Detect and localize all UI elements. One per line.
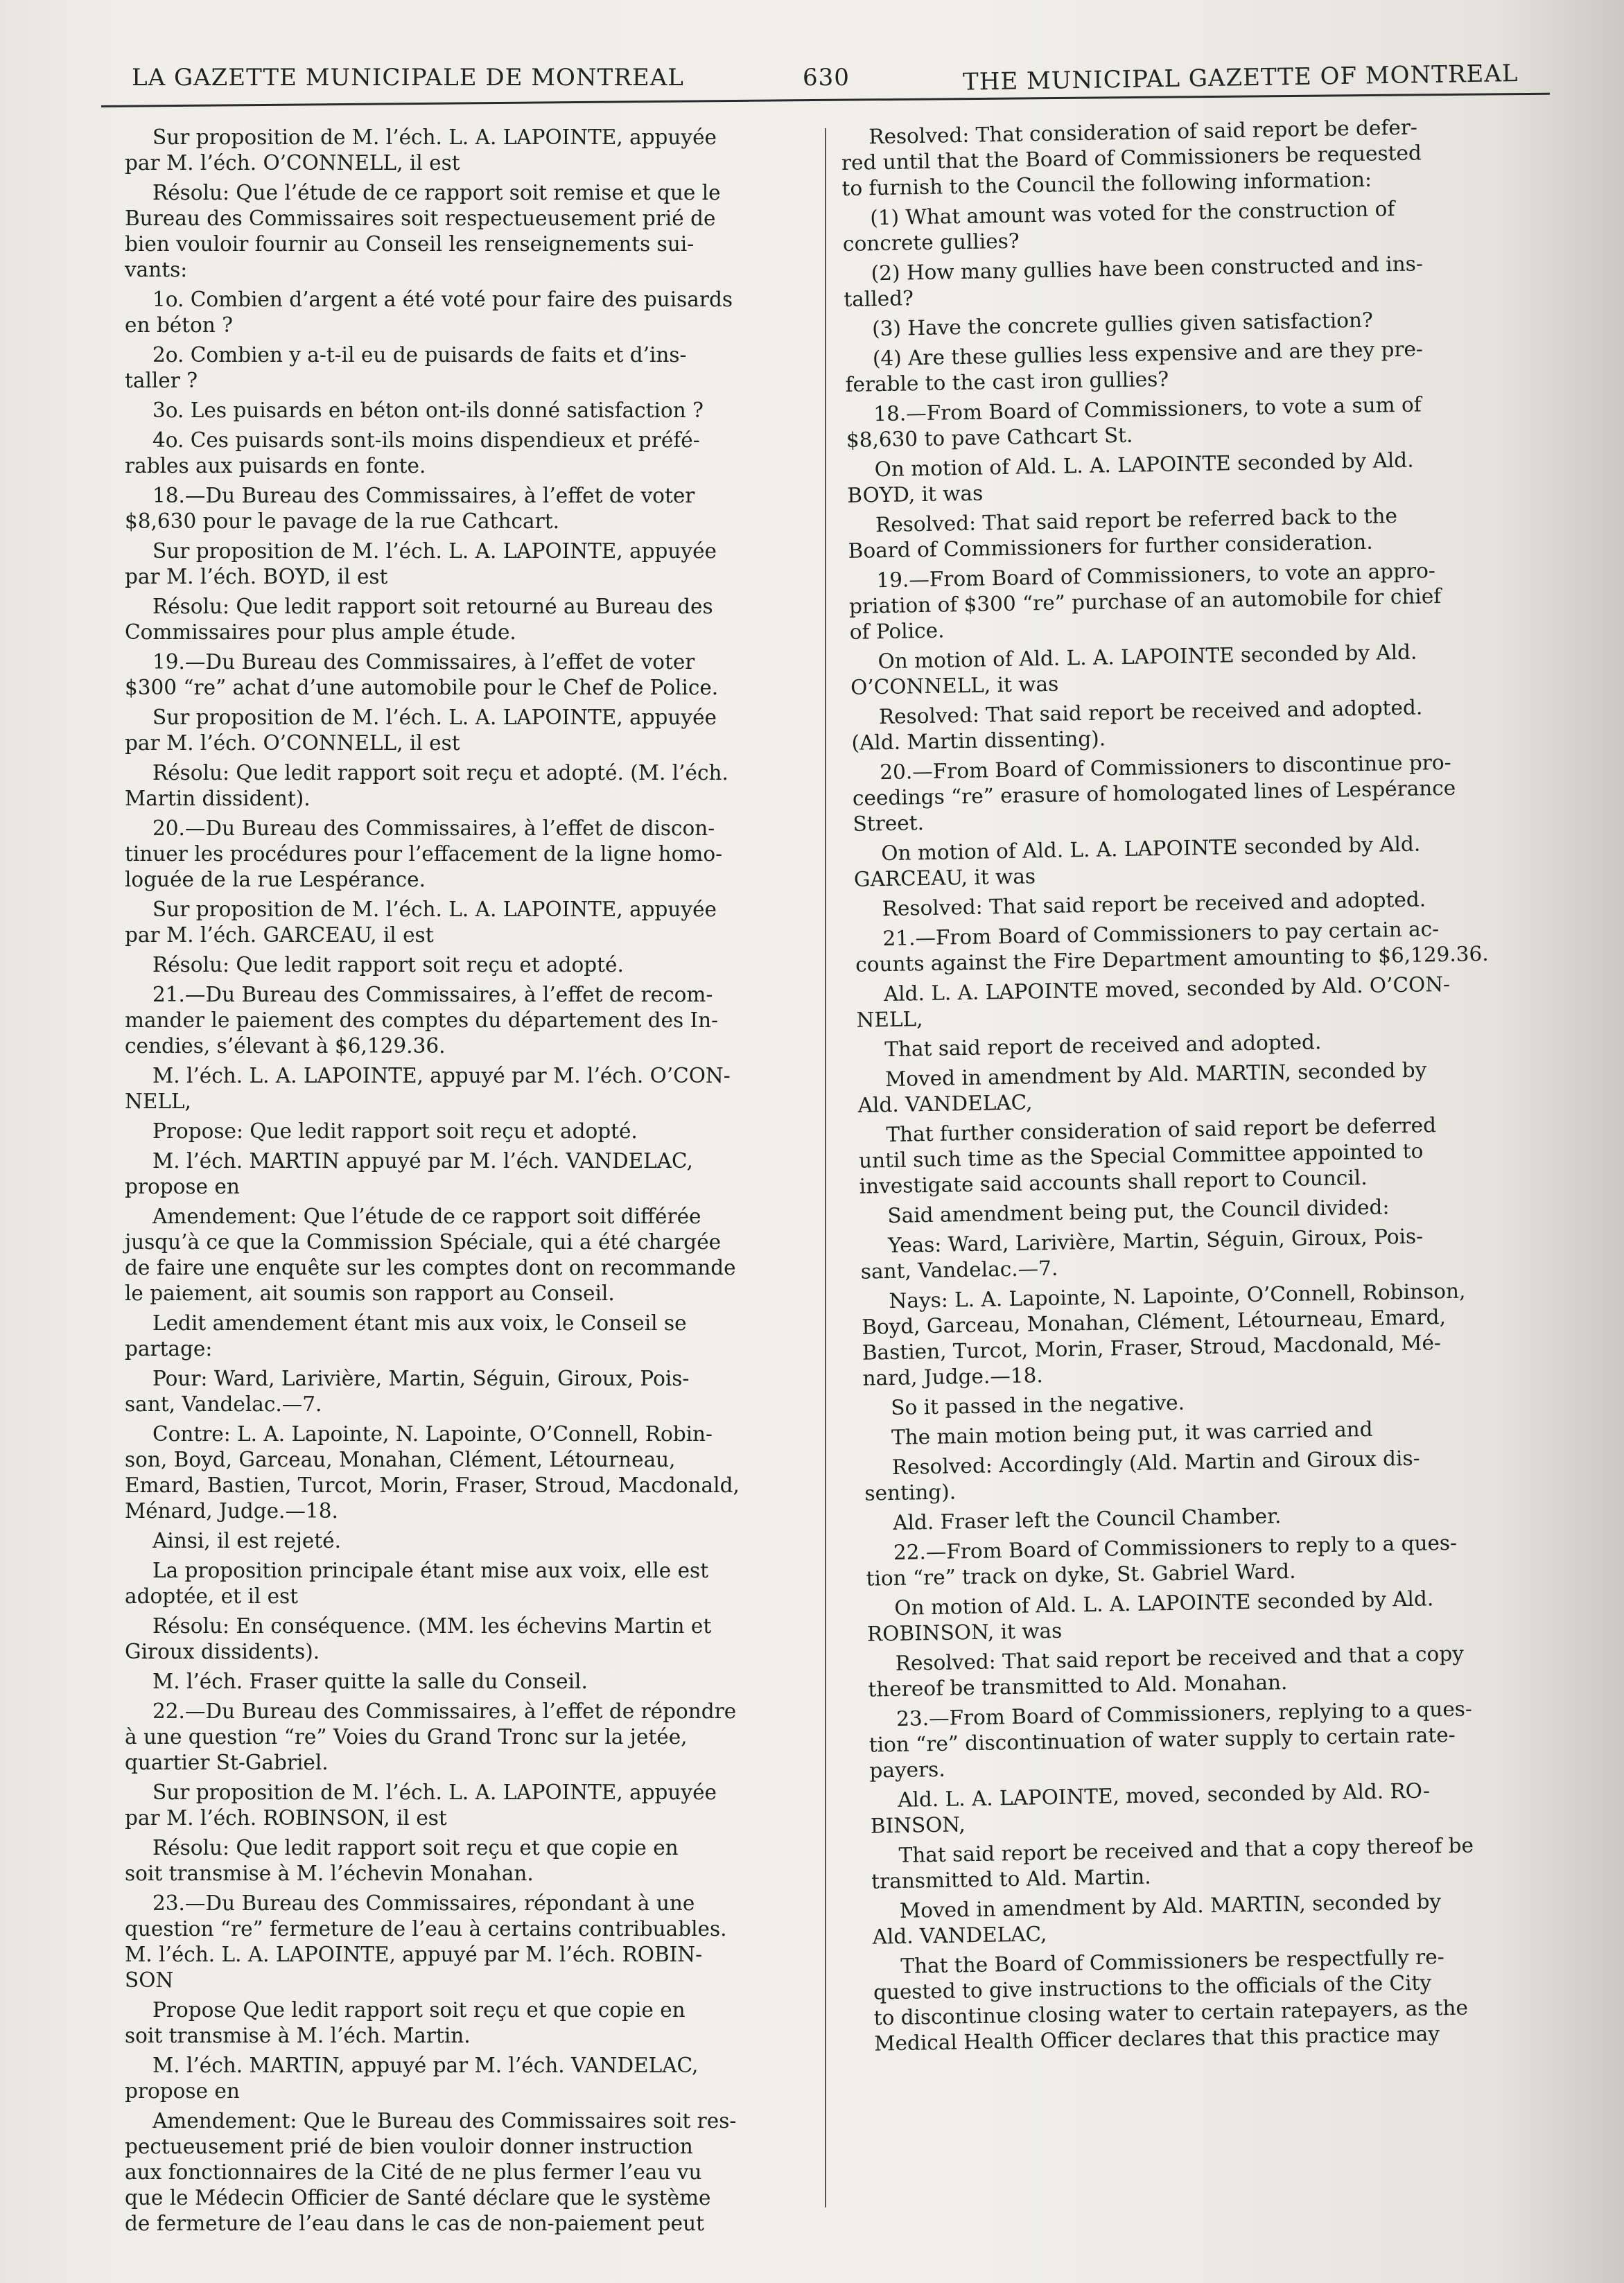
paragraph: Amendement: Que le Bureau des Commissaires soit res- pectueusement prié de bien vouloir donner instruction aux fonctionnaires de la Cité de ne plus fermer l’eau vu que le Médecin Officier de Santé déclare que le système de fermeture de l’eau dans le cas de non-paiement peut: [125, 2109, 737, 2235]
paragraph: That said report de received and adopted.: [884, 1030, 1322, 1062]
paragraph: M. l’éch. MARTIN, appuyé par M. l’éch. VANDELAC, propose en: [125, 2054, 699, 2103]
paragraph: Résolu: Que l’étude de ce rapport soit remise et que le Bureau des Commissaires soit respectueusement prié de bien vouloir fournir au Conseil les renseignements sui- vants:: [125, 181, 721, 281]
paragraph: Moved in amendment by Ald. MARTIN, seconded by Ald. VANDELAC,: [872, 1889, 1442, 1949]
paragraph: 22.—From Board of Commissioners to reply to a ques- tion “re” track on dyke, St. Gabriel Ward.: [866, 1530, 1458, 1591]
paragraph: 23.—From Board of Commissioners, replying to a ques- tion “re” discontinuation of water supply to certain rate- payers.: [868, 1697, 1473, 1783]
paragraph: 1o. Combien d’argent a été voté pour faire des puisards en béton ?: [125, 288, 733, 337]
paragraph: On motion of Ald. L. A. LAPOINTE seconded by Ald. ROBINSON, it was: [866, 1586, 1434, 1646]
paragraph: (3) Have the concrete gullies given satisfaction?: [871, 308, 1374, 341]
paragraph: 3o. Les puisards en béton ont-ils donné satisfaction ?: [152, 399, 704, 422]
paragraph: Ledit amendement étant mis aux voix, le Conseil se partage:: [125, 1311, 687, 1361]
paragraph: 21.—From Board of Commissioners to pay certain ac- counts against the Fire Department amounting to $6,129.36.: [855, 917, 1489, 977]
paragraph: Résolu: Que ledit rapport soit reçu et adopté.: [152, 953, 624, 977]
paragraph: Sur proposition de M. l’éch. L. A. LAPOINTE, appuyée par M. l’éch. O’CONNELL, il est: [125, 706, 717, 755]
paragraph: That the Board of Commissioners be respectfully re- quested to give instructions to the officials of the City to discontinue closing water to certain ratepayers, as the Medical Health Officer declares that this practice may: [873, 1945, 1469, 2056]
paragraph: On motion of Ald. L. A. LAPOINTE seconded by Ald. O’CONNELL, it was: [850, 640, 1417, 699]
paragraph: 23.—Du Bureau des Commissaires, répondant à une question “re” fermeture de l’eau à certains contribuables. M. l’éch. L. A. LAPOINTE, appuyé par M. l’éch. ROBIN- SON: [125, 1891, 727, 1992]
paragraph: 18.—From Board of Commissioners, to vote a sum of $8,630 to pave Cathcart St.: [846, 392, 1422, 452]
paragraph: Resolved: That said report be received and adopted. (Ald. Martin dissenting).: [851, 695, 1423, 755]
paragraph: Resolved: That said report be referred back to the Board of Commissioners for further consideration.: [848, 504, 1398, 563]
paragraph: 22.—Du Bureau des Commissaires, à l’effet de répondre à une question “re” Voies du Grand Tronc sur la jetée, quartier St-Gabriel.: [125, 1699, 737, 1774]
paragraph: On motion of Ald. L. A. LAPOINTE seconded by Ald. BOYD, it was: [847, 448, 1414, 507]
paragraph: 4o. Ces puisards sont-ils moins dispendieux et préfé- rables aux puisards en fonte.: [125, 428, 700, 478]
paragraph: Moved in amendment by Ald. MARTIN, seconded by Ald. VANDELAC,: [857, 1058, 1427, 1117]
paragraph: Sur proposition de M. l’éch. L. A. LAPOINTE, appuyée par M. l’éch. O’CONNELL, il est: [125, 125, 717, 175]
paragraph: On motion of Ald. L. A. LAPOINTE seconded by Ald. GARCEAU, it was: [853, 832, 1421, 891]
paragraph: Said amendment being put, the Council divided:: [887, 1195, 1390, 1228]
paragraph: Résolu: Que ledit rapport soit reçu et adopté. (M. l’éch. Martin dissident).: [125, 761, 728, 810]
column-divider: [825, 128, 826, 2207]
paragraph: Sur proposition de M. l’éch. L. A. LAPOINTE, appuyée par M. l’éch. BOYD, il est: [125, 539, 717, 588]
paragraph: 21.—Du Bureau des Commissaires, à l’effet de recom- mander le paiement des comptes du département des In- cendies, s’élevant à $6,129.36.: [125, 983, 719, 1058]
french-column: [125, 125, 797, 2241]
paragraph: Ainsi, il est rejeté.: [152, 1529, 341, 1552]
paragraph: La proposition principale étant mise aux voix, elle est adoptée, et il est: [125, 1559, 709, 1608]
paragraph: Resolved: That consideration of said report be defer- red until that the Board of Commissioners be requested to furnish to the Council the following information:: [841, 115, 1422, 200]
paragraph: Contre: L. A. Lapointe, N. Lapointe, O’Connell, Robin- son, Boyd, Garceau, Monahan, Clément, Létourneau, Emard, Bastien, Turcot, Morin, Fraser, Stroud, Macdonald, Ménard, Judge.—18.: [125, 1422, 740, 1523]
paragraph: Resolved: Accordingly (Ald. Martin and Giroux dis- senting).: [864, 1446, 1420, 1505]
header-english-title: THE MUNICIPAL GAZETTE OF MONTREAL: [962, 60, 1519, 96]
paragraph: Nays: L. A. Lapointe, N. Lapointe, O’Connell, Robinson, Boyd, Garceau, Monahan, Clément, Létourneau, Emard, Bastien, Turcot, Morin, Fraser, Stroud, Macdonald, Mé- nard, Judge.—18.: [861, 1279, 1466, 1390]
paragraph: Resolved: That said report be received and that a copy thereof be transmitted to Ald. Monahan.: [868, 1641, 1465, 1702]
paragraph: (4) Are these gullies less expensive and are they pre- ferable to the cast iron gullies?: [845, 337, 1424, 396]
paragraph: M. l’éch. Fraser quitte la salle du Conseil.: [152, 1670, 588, 1693]
paragraph: Ald. L. A. LAPOINTE, moved, seconded by Ald. RO- BINSON,: [870, 1778, 1431, 1838]
paragraph: Sur proposition de M. l’éch. L. A. LAPOINTE, appuyée par M. l’éch. ROBINSON, il est: [125, 1781, 717, 1830]
page-header: [125, 57, 1518, 98]
paragraph: Pour: Ward, Larivière, Martin, Séguin, Giroux, Pois- sant, Vandelac.—7.: [125, 1367, 690, 1416]
page-number: 630: [803, 64, 850, 91]
paragraph: 19.—From Board of Commissioners, to vote an appro- priation of $300 “re” purchase of an automobile for chief of Police.: [848, 559, 1442, 644]
paragraph: (1) What amount was voted for the construction of concrete gullies?: [842, 197, 1395, 256]
paragraph: (2) How many gullies have been constructed and ins- talled?: [844, 252, 1424, 311]
paragraph: Ald. Fraser left the Council Chamber.: [892, 1504, 1282, 1534]
paragraph: Propose: Que ledit rapport soit reçu et adopté.: [152, 1119, 638, 1143]
paragraph: The main motion being put, it was carried and: [891, 1417, 1373, 1450]
paragraph: That further consideration of said report be deferred until such time as the Special Committee appointed to investigate said accounts shall report to Council.: [858, 1113, 1437, 1198]
paragraph: Amendement: Que l’étude de ce rapport soit différée jusqu’à ce que la Commission Spéciale, qui a été chargée de faire une enquête sur les comptes dont on recommande le paiement, ait soumis son rapport au Conseil.: [125, 1205, 736, 1305]
header-french-title: LA GAZETTE MUNICIPALE DE MONTREAL: [132, 64, 684, 91]
paragraph: Resolved: That said report be received and adopted.: [882, 887, 1426, 921]
paragraph: Yeas: Ward, Larivière, Martin, Séguin, Giroux, Pois- sant, Vandelac.—7.: [860, 1224, 1424, 1284]
paragraph: 20.—Du Bureau des Commissaires, à l’effet de discon- tinuer les procédures pour l’effacement de la ligne homo- loguée de la rue Lespérance.: [125, 816, 723, 891]
paragraph: That said report be received and that a copy thereof be transmitted to Ald. Martin.: [871, 1833, 1474, 1893]
english-column: [841, 113, 1557, 2061]
paragraph: Résolu: Que ledit rapport soit retourné au Bureau des Commissaires pour plus ample étude.: [125, 595, 713, 644]
paragraph: 18.—Du Bureau des Commissaires, à l’effet de voter $8,630 pour le pavage de la rue Cathcart.: [125, 484, 695, 533]
paragraph: Ald. L. A. LAPOINTE moved, seconded by Ald. O’CON- NELL,: [856, 972, 1451, 1032]
paragraph: Sur proposition de M. l’éch. L. A. LAPOINTE, appuyée par M. l’éch. GARCEAU, il est: [125, 898, 717, 947]
paragraph: Résolu: En conséquence. (MM. les échevins Martin et Giroux dissidents).: [125, 1614, 712, 1663]
paragraph: M. l’éch. MARTIN appuyé par M. l’éch. VANDELAC, propose en: [125, 1149, 693, 1198]
paragraph: So it passed in the negative.: [891, 1390, 1185, 1420]
paragraph: Propose Que ledit rapport soit reçu et que copie en soit transmise à M. l’éch. Martin.: [125, 1998, 686, 2047]
paragraph: Résolu: Que ledit rapport soit reçu et que copie en soit transmise à M. l’échevin Monahan.: [125, 1836, 679, 1885]
paragraph: 19.—Du Bureau des Commissaires, à l’effet de voter $300 “re” achat d’une automobile pour le Chef de Police.: [125, 650, 719, 699]
paragraph: 2o. Combien y a-t-il eu de puisards de faits et d’ins- taller ?: [125, 343, 687, 392]
paragraph: M. l’éch. L. A. LAPOINTE, appuyé par M. l’éch. O’CON- NELL,: [125, 1064, 731, 1113]
paragraph: 20.—From Board of Commissioners to discontinue pro- ceedings “re” erasure of homologated lines of Lespérance Street.: [852, 750, 1456, 836]
